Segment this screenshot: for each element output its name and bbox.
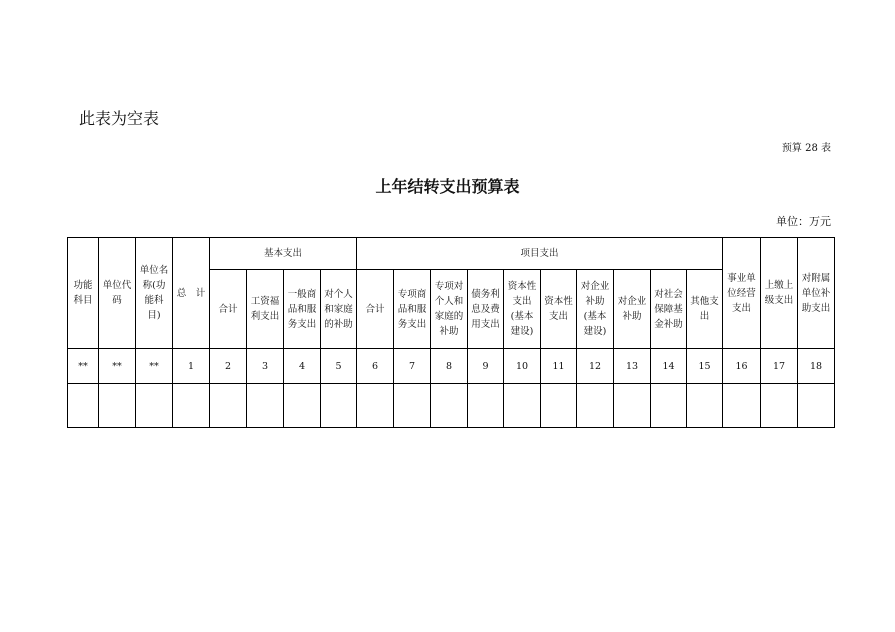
header-project-enterprise: 对企业补助 [614, 270, 651, 349]
header-project-enterprise-construction: 对企业补助(基本建设) [577, 270, 614, 349]
empty-cell [761, 384, 798, 428]
empty-cell [504, 384, 541, 428]
index-cell: 7 [394, 349, 431, 384]
index-cell: 1 [173, 349, 210, 384]
index-cell: 16 [723, 349, 761, 384]
index-cell: ** [136, 349, 173, 384]
index-cell: 18 [798, 349, 835, 384]
index-cell: 15 [687, 349, 723, 384]
empty-cell [136, 384, 173, 428]
index-cell: 9 [468, 349, 504, 384]
index-cell: 17 [761, 349, 798, 384]
header-project-capital-construction: 资本性支出(基本建设) [504, 270, 541, 349]
form-code: 预算 28 表 [781, 143, 831, 154]
header-project-social-security: 对社会保障基金补助 [651, 270, 687, 349]
budget-table [67, 237, 835, 428]
empty-cell [651, 384, 687, 428]
empty-cell [723, 384, 761, 428]
empty-cell [798, 384, 835, 428]
header-project-total: 合计 [357, 270, 394, 349]
empty-cell [284, 384, 321, 428]
empty-cell [468, 384, 504, 428]
index-cell: ** [99, 349, 136, 384]
header-basic-goods: 一般商品和服务支出 [284, 270, 321, 349]
header-basic-individual: 对个人和家庭的补助 [321, 270, 357, 349]
index-cell: 4 [284, 349, 321, 384]
empty-table-note: 此表为空表 [79, 109, 160, 128]
header-project-goods: 专项商品和服务支出 [394, 270, 431, 349]
header-project-other: 其他支出 [687, 270, 723, 349]
empty-cell [321, 384, 357, 428]
header-project-individual: 专项对个人和家庭的补助 [431, 270, 468, 349]
header-unit-name: 单位名称(功能科目) [136, 238, 173, 349]
header-unit-code: 单位代码 [99, 238, 136, 349]
empty-cell [173, 384, 210, 428]
header-project-group: 项目支出 [357, 238, 723, 270]
header-basic-total: 合计 [210, 270, 247, 349]
header-upper: 上缴上级支出 [761, 238, 798, 349]
header-business: 事业单位经营支出 [723, 238, 761, 349]
header-func-subject: 功能科目 [68, 238, 99, 349]
empty-cell [99, 384, 136, 428]
header-basic-group: 基本支出 [210, 238, 357, 270]
empty-cell [247, 384, 284, 428]
empty-cell [541, 384, 577, 428]
empty-cell [357, 384, 394, 428]
empty-data-row [68, 384, 835, 428]
index-cell: 11 [541, 349, 577, 384]
empty-cell [577, 384, 614, 428]
header-total: 总 计 [173, 238, 210, 349]
header-project-debt: 债务利息及费用支出 [468, 270, 504, 349]
index-cell: 5 [321, 349, 357, 384]
index-cell: 2 [210, 349, 247, 384]
header-project-capital: 资本性支出 [541, 270, 577, 349]
header-basic-wages: 工资福利支出 [247, 270, 284, 349]
index-cell: 3 [247, 349, 284, 384]
index-cell: 14 [651, 349, 687, 384]
unit-label: 单位：万元 [776, 215, 831, 228]
page-title: 上年结转支出预算表 [375, 177, 520, 196]
empty-cell [394, 384, 431, 428]
index-cell: ** [68, 349, 99, 384]
empty-cell [431, 384, 468, 428]
index-cell: 12 [577, 349, 614, 384]
empty-cell [614, 384, 651, 428]
empty-cell [68, 384, 99, 428]
header-subsidiary: 对附属单位补助支出 [798, 238, 835, 349]
index-cell: 13 [614, 349, 651, 384]
index-cell: 8 [431, 349, 468, 384]
index-cell: 10 [504, 349, 541, 384]
empty-cell [210, 384, 247, 428]
empty-cell [687, 384, 723, 428]
index-cell: 6 [357, 349, 394, 384]
